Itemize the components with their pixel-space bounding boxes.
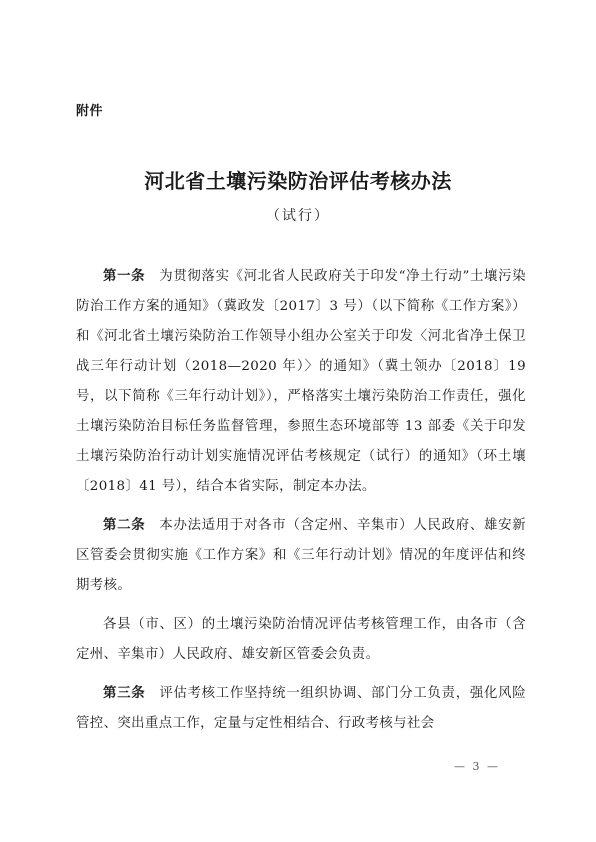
article-3-text: 评估考核工作坚持统一组织协调、部门分工负责，强化风险管控、突出重点工作，定量与定性相结合、行政考核与社会 bbox=[76, 686, 526, 731]
document-subtitle: （试行） bbox=[266, 208, 330, 224]
attachment-label: 附件 bbox=[76, 104, 104, 119]
article-2-paragraph-2-text: 各县（市、区）的土壤污染防治情况评估考核管理工作，由各市（含定州、辛集市）人民政府、雄安新区管委会负责。 bbox=[76, 617, 526, 662]
document-body bbox=[76, 262, 526, 748]
document-title: 河北省土壤污染防治评估考核办法 bbox=[144, 169, 452, 193]
article-2-paragraph-2 bbox=[76, 610, 526, 670]
article-1 bbox=[76, 262, 526, 502]
article-2-heading: 第二条 bbox=[103, 518, 146, 533]
article-3-heading: 第三条 bbox=[103, 686, 146, 701]
article-3 bbox=[76, 679, 526, 739]
article-2-text: 本办法适用于对各市（含定州、辛集市）人民政府、雄安新区管委会贯彻实施《工作方案》和《三年行动计划》情况的年度评估和终期考核。 bbox=[76, 518, 526, 593]
article-2 bbox=[76, 511, 526, 601]
page-number: — 3 — bbox=[454, 760, 500, 773]
article-1-heading: 第一条 bbox=[103, 269, 146, 284]
article-1-text: 为贯彻落实《河北省人民政府关于印发“净土行动”土壤污染防治工作方案的通知》（冀政发〔2017〕3 号）（以下简称《工作方案》）和《河北省土壤污染防治工作领导小组办公室关于印发〈河北省净土保卫战三年行动计划（2018—2020 年）〉的通知》（冀土领办〔2018〕19 号，以下简称《三年行动计划》），严格落实土壤污染防治工作责任，强化土壤污染防治目标任务监督管理，参照生态环境部等 13 部委《关于印发土壤污染防治行动计划实施情况评估考核规定（试行）的通知》（环土壤〔2018〕41 号），结合本省实际，制定本办法。 bbox=[76, 269, 526, 494]
